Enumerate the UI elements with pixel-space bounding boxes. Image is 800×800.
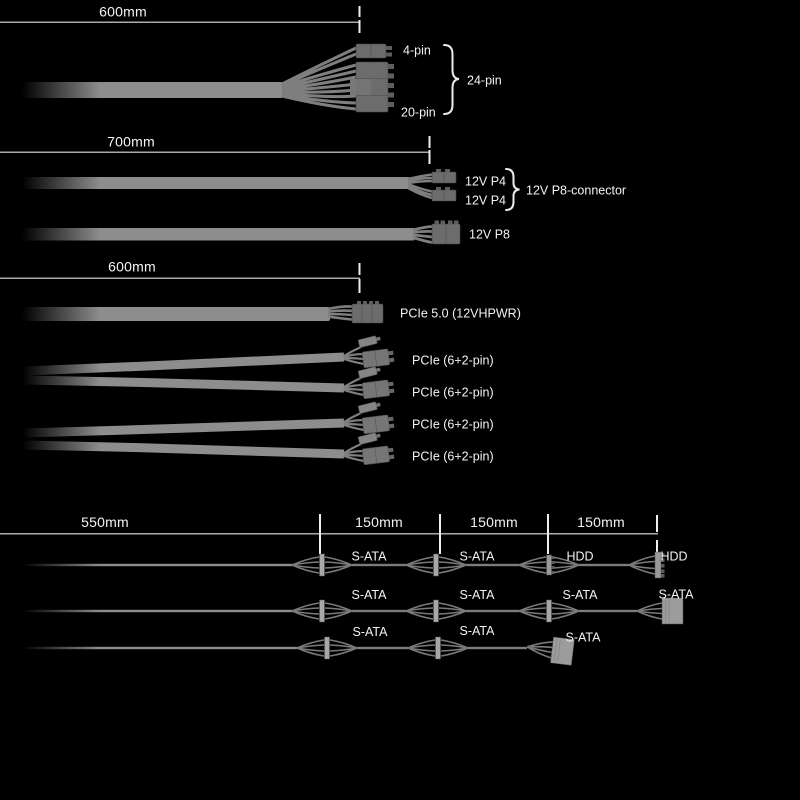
sata-row-3 (20, 624, 601, 665)
ruler-sata-seg1-label: 150mm (355, 514, 403, 530)
atx-20pin-label: 20-pin (401, 105, 436, 120)
sata-inline-connector (519, 600, 579, 622)
sata-row1-label-4: HDD (660, 549, 688, 564)
section-eps (0, 134, 626, 245)
sata-row1-label-3: HDD (566, 549, 594, 564)
sata-row2-label-1: S-ATA (351, 588, 387, 602)
atx-24pin-brace (444, 45, 459, 114)
ruler-eps-label: 700mm (107, 133, 155, 150)
sata-row1-label-1: S-ATA (351, 549, 387, 564)
sata-row2-label-3: S-ATA (562, 588, 598, 602)
atx-24pin-label: 24-pin (467, 73, 502, 88)
pcie-connector-3 (344, 401, 395, 434)
eps-p4-top-label: 12V P4 (465, 174, 507, 189)
sata-row-1 (20, 550, 688, 579)
ruler-sata-seg2-label: 150mm (470, 514, 518, 530)
pcie-connector-4 (344, 432, 395, 465)
sata-row-2 (20, 588, 694, 625)
pcie-port-label-1: PCIe (6+2-pin) (412, 353, 494, 368)
sata-row1-label-2: S-ATA (459, 549, 495, 564)
eps-group-label: 12V P8-connector (526, 183, 627, 198)
eps-p8-connector (432, 221, 460, 245)
sata-end-connector (637, 598, 683, 624)
atx-cable (20, 44, 394, 112)
atx-4pin-connector (356, 44, 392, 58)
pcie-port-label-2: PCIe (6+2-pin) (412, 385, 494, 400)
pcie-connector-1 (344, 335, 395, 368)
sata-inline-connector (292, 600, 352, 622)
ruler-pcie (0, 259, 361, 294)
sata-row2-label-2: S-ATA (459, 588, 495, 602)
sata-row3-label-2: S-ATA (459, 624, 495, 638)
ruler-pcie-label: 600mm (108, 258, 156, 275)
sata-inline-connector (408, 637, 468, 659)
eps-p4-bottom-label: 12V P4 (465, 193, 507, 208)
section-pcie (0, 259, 521, 465)
sata-inline-connector (406, 600, 466, 622)
ruler-sata-seg3-label: 150mm (577, 514, 625, 530)
pcie-port-label-4: PCIe (6+2-pin) (412, 449, 494, 464)
ruler-atx (0, 4, 361, 34)
hdd-end-connector (629, 552, 665, 578)
sata-inline-connector (297, 637, 357, 659)
eps-p8-cable (20, 221, 460, 245)
eps-p8-label: 12V P8 (469, 227, 511, 242)
pcie-hpwr-connector (352, 301, 383, 323)
eps-p4-top-connector (432, 169, 456, 183)
sata-inline-connector (292, 554, 352, 576)
sata-row2-label-4: S-ATA (658, 587, 694, 602)
ruler-eps (0, 134, 431, 165)
ruler-atx-tick (359, 6, 361, 17)
section-atx (0, 4, 502, 120)
eps-p4-bottom-connector (432, 187, 456, 201)
sata-inline-connector (406, 554, 466, 576)
atx-4pin-label: 4-pin (403, 43, 431, 58)
section-sata (0, 514, 694, 665)
pcie-hpwr-label: PCIe 5.0 (12VHPWR) (400, 306, 521, 321)
pcie-hpwr-cable (20, 301, 383, 323)
sata-row3-label-3: S-ATA (565, 630, 601, 645)
atx-20pin-connector (350, 62, 394, 112)
sata-row3-label-1: S-ATA (352, 625, 388, 639)
pcie-connector-2 (344, 366, 395, 399)
eps-p4p4-cable (20, 169, 456, 201)
ruler-atx-label: 600mm (99, 3, 147, 20)
ruler-sata-main-label: 550mm (81, 514, 129, 530)
pcie-port-label-3: PCIe (6+2-pin) (412, 417, 494, 432)
ruler-sata (0, 514, 658, 558)
eps-group-brace (506, 169, 520, 210)
pcie-62-cables (24, 335, 395, 465)
